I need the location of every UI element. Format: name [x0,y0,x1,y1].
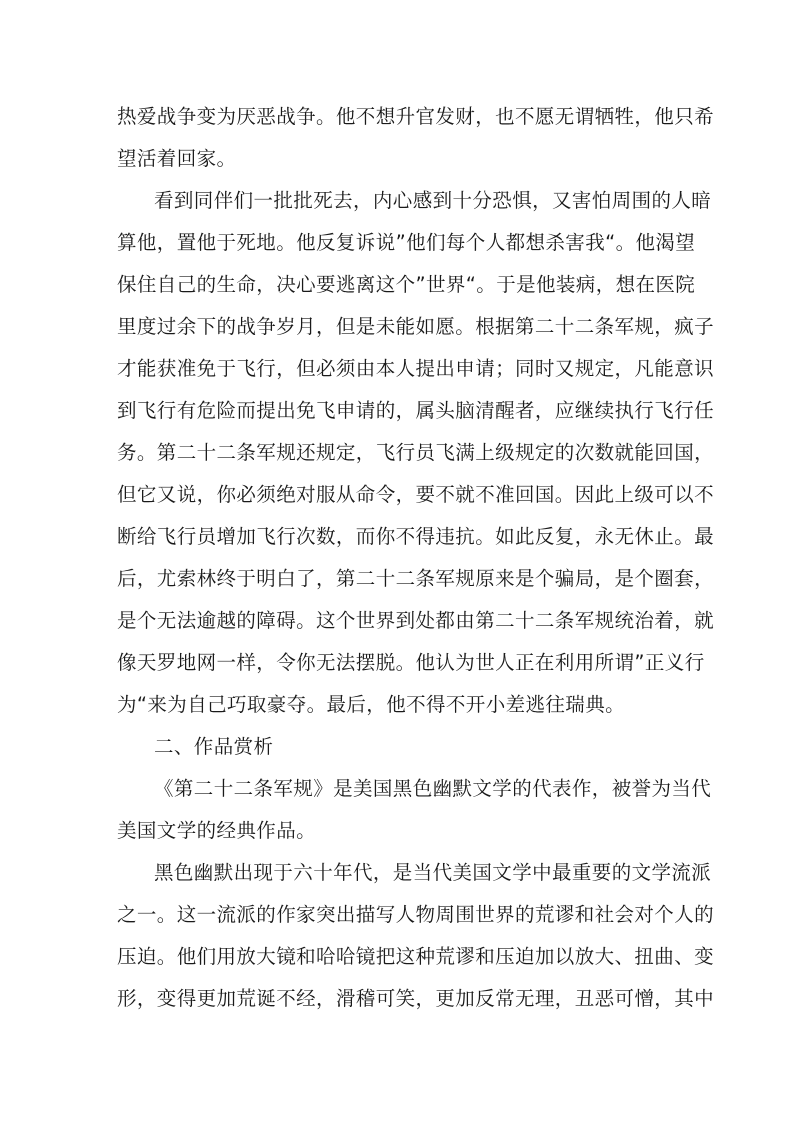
text-line: 望活着回家。 [117,147,237,170]
text-line: 但它又说，你必须绝对服从命令，要不就不准回国。因此上级可以不 [117,483,715,506]
text-line: 里度过余下的战争岁月，但是未能如愿。根据第二十二条军规，疯子 [117,315,715,338]
text-line: 保住自己的生命，决心要逃离这个”世界“。于是他装病，想在医院 [117,273,696,296]
text-line: 美国文学的经典作品。 [117,819,317,842]
paragraph-start-line: 看到同伴们一批批死去，内心感到十分恐惧，又害怕周围的人暗 [154,189,712,212]
text-line: 形，变得更加荒诞不经，滑稽可笑，更加反常无理，丑恶可憎，其中 [117,987,715,1010]
text-line: 算他，置他于死地。他反复诉说”他们每个人都想杀害我“。他渴望 [117,231,696,254]
text-line: 断给飞行员增加飞行次数，而你不得违抗。如此反复，永无休止。最 [117,525,715,548]
paragraph-start-line: 《第二十二条军规》是美国黑色幽默文学的代表作，被誉为当代 [154,777,712,800]
section-heading: 二、作品赏析 [154,735,274,758]
text-line: 像天罗地网一样，令你无法摆脱。他认为世人正在利用所谓”正义行 [117,651,705,674]
text-line: 压迫。他们用放大镜和哈哈镜把这种荒谬和压迫加以放大、扭曲、变 [117,945,715,968]
text-line: 之一。这一流派的作家突出描写人物周围世界的荒谬和社会对个人的 [117,903,715,926]
text-line: 为“来为自己巧取豪夺。最后，他不得不开小差逃往瑞典。 [117,693,626,716]
text-line: 后，尤索林终于明白了，第二十二条军规原来是个骗局，是个圈套， [117,567,715,590]
text-line: 是个无法逾越的障碍。这个世界到处都由第二十二条军规统治着，就 [117,609,715,632]
text-line: 才能获准免于飞行，但必须由本人提出申请；同时又规定，凡能意识 [117,357,715,380]
text-line: 务。第二十二条军规还规定，飞行员飞满上级规定的次数就能回国， [117,441,715,464]
text-line: 热爱战争变为厌恶战争。他不想升官发财，也不愿无谓牺牲，他只希 [117,105,715,128]
text-line: 到飞行有危险而提出免飞申请的，属头脑清醒者，应继续执行飞行任 [117,399,715,422]
paragraph-start-line: 黑色幽默出现于六十年代，是当代美国文学中最重要的文学流派 [154,861,712,884]
